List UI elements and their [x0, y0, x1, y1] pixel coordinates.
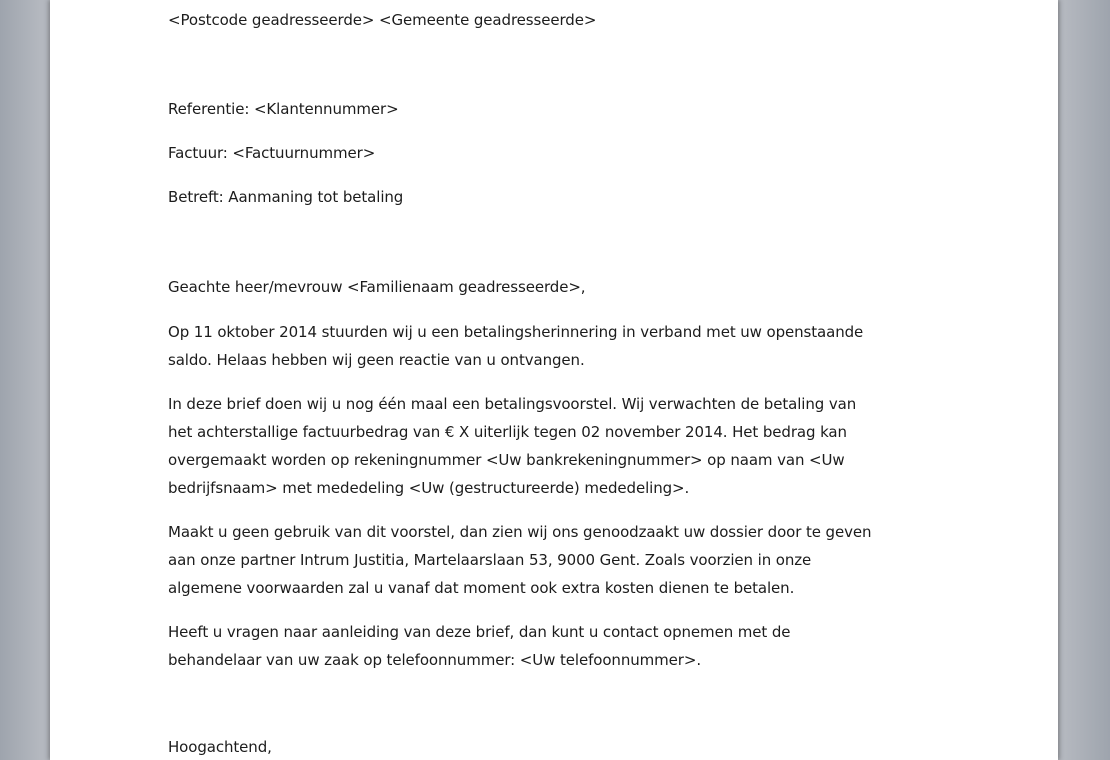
paragraph-4-line: Heeft u vragen naar aanleiding van deze brief, dan kunt u contact opnemen met de: [168, 623, 791, 641]
paragraph-3-line: aan onze partner Intrum Justitia, Martelaarslaan 53, 9000 Gent. Zoals voorzien in onze: [168, 551, 812, 569]
reference-line: Referentie: <Klantennummer>: [168, 100, 399, 118]
paragraph-1-line: Op 11 oktober 2014 stuurden wij u een betalingsherinnering in verband met uw openstaande: [168, 323, 864, 341]
paragraph-3-line: Maakt u geen gebruik van dit voorstel, dan zien wij ons genoodzaakt uw dossier door te geven: [168, 523, 872, 541]
paragraph-2: [168, 390, 856, 502]
paragraph-4-line: behandelaar van uw zaak op telefoonnummer: <Uw telefoonnummer>.: [168, 651, 701, 669]
paragraph-4: [168, 618, 790, 674]
paragraph-2-line: het achterstallige factuurbedrag van € X uiterlijk tegen 02 november 2014. Het bedrag kan: [168, 423, 847, 441]
paragraph-2-line: overgemaakt worden op rekeningnummer <Uw bankrekeningnummer> op naam van <Uw: [168, 451, 845, 469]
paragraph-3: [168, 518, 871, 602]
paragraph-1-line: saldo. Helaas hebben wij geen reactie van u ontvangen.: [168, 351, 585, 369]
paragraph-2-line: In deze brief doen wij u nog één maal een betalingsvoorstel. Wij verwachten de betaling van: [168, 395, 857, 413]
address-line: <Postcode geadresseerde> <Gemeente geadresseerde>: [168, 11, 597, 29]
paragraph-1: [168, 318, 863, 374]
paragraph-2-line: bedrijfsnaam> met mededeling <Uw (gestructureerde) mededeling>.: [168, 479, 690, 497]
paragraph-3-line: algemene voorwaarden zal u vanaf dat moment ook extra kosten dienen te betalen.: [168, 579, 795, 597]
invoice-line: Factuur: <Factuurnummer>: [168, 144, 376, 162]
salutation: Geachte heer/mevrouw <Familienaam geadresseerde>,: [168, 278, 586, 296]
closing: Hoogachtend,: [168, 738, 272, 756]
subject-line: Betreft: Aanmaning tot betaling: [168, 188, 404, 206]
